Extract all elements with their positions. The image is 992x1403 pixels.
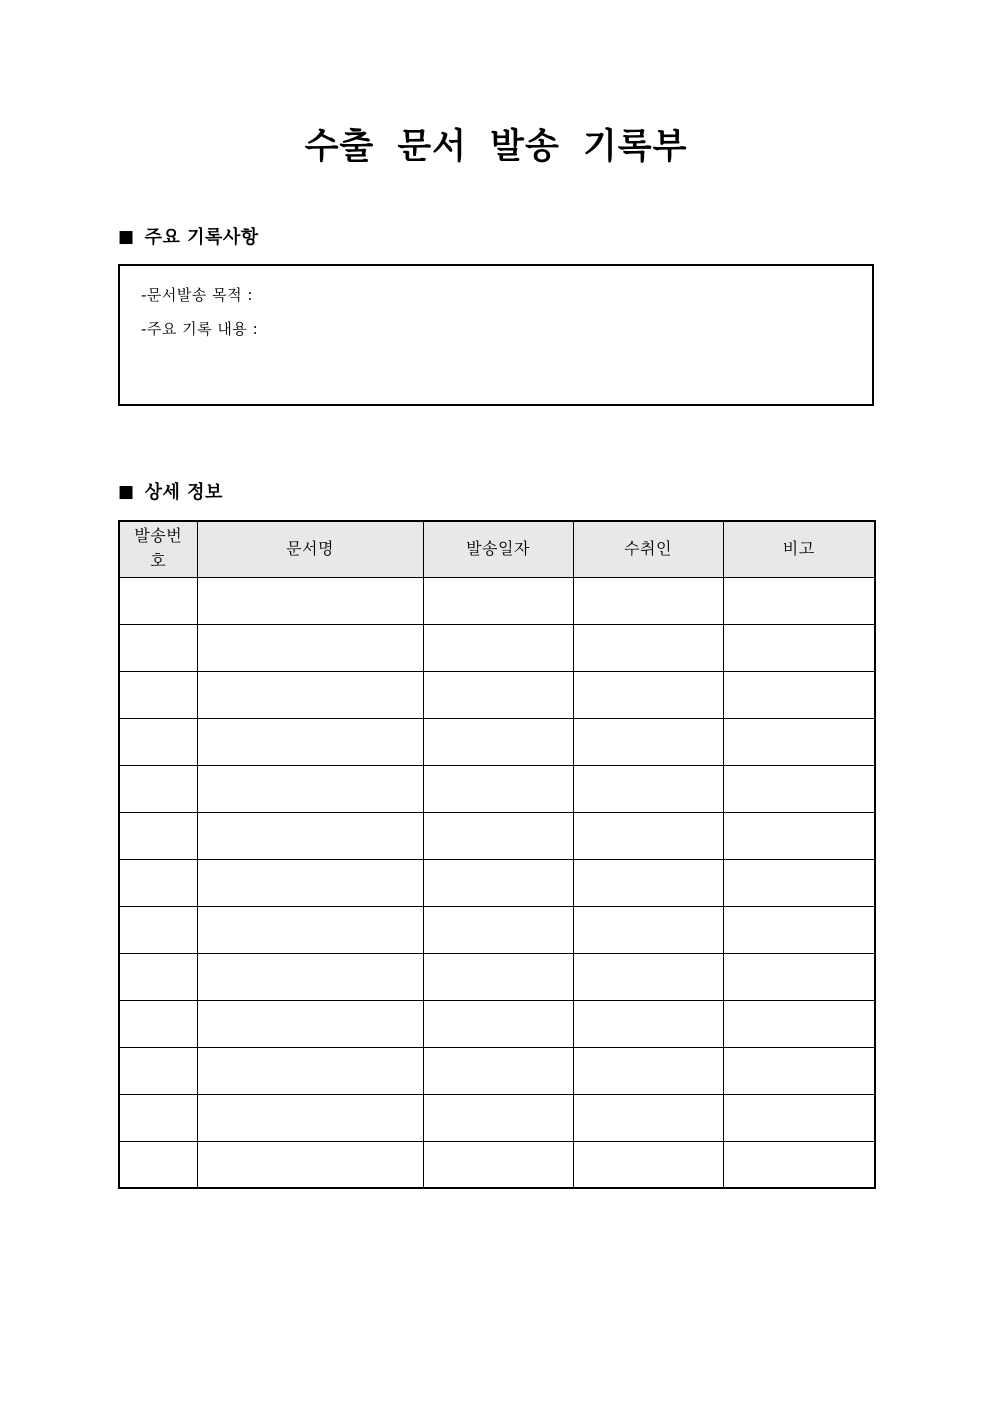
table-cell: [723, 765, 875, 812]
table-cell: [197, 953, 423, 1000]
column-header-dispatch-no: 발송번호: [119, 521, 197, 577]
table-cell: [119, 671, 197, 718]
table-row: [119, 906, 875, 953]
table-cell: [723, 1141, 875, 1188]
table-cell: [119, 953, 197, 1000]
table-row: [119, 812, 875, 859]
table-cell: [573, 859, 723, 906]
table-cell: [423, 765, 573, 812]
table-cell: [723, 624, 875, 671]
table-cell: [423, 577, 573, 624]
table-row: [119, 859, 875, 906]
table-cell: [573, 671, 723, 718]
details-table-body: [119, 577, 875, 1188]
table-cell: [723, 812, 875, 859]
table-row: [119, 765, 875, 812]
table-row: [119, 577, 875, 624]
table-cell: [423, 624, 573, 671]
table-row: [119, 718, 875, 765]
table-cell: [423, 671, 573, 718]
table-cell: [573, 624, 723, 671]
table-cell: [423, 859, 573, 906]
table-cell: [423, 1094, 573, 1141]
table-row: [119, 624, 875, 671]
summary-line-purpose: -문서발송 목적 :: [141, 286, 253, 304]
table-cell: [197, 765, 423, 812]
section-heading-details: [118, 478, 874, 504]
column-header-dispatch-date: 발송일자: [423, 521, 573, 577]
table-cell: [119, 1047, 197, 1094]
table-header-row: [119, 521, 875, 577]
table-cell: [119, 859, 197, 906]
section-heading-summary-label: 주요 기록사항: [144, 227, 259, 248]
table-row: [119, 1000, 875, 1047]
table-cell: [423, 906, 573, 953]
table-cell: [119, 1141, 197, 1188]
table-cell: [573, 577, 723, 624]
table-cell: [423, 1141, 573, 1188]
table-cell: [197, 671, 423, 718]
details-table-header: [119, 521, 875, 577]
table-row: [119, 953, 875, 1000]
table-row: [119, 1141, 875, 1188]
table-cell: [723, 1000, 875, 1047]
table-cell: [573, 953, 723, 1000]
table-cell: [197, 577, 423, 624]
table-cell: [119, 1094, 197, 1141]
table-cell: [119, 812, 197, 859]
table-cell: [197, 1000, 423, 1047]
table-cell: [573, 906, 723, 953]
table-cell: [423, 953, 573, 1000]
table-cell: [723, 718, 875, 765]
column-header-recipient: 수취인: [573, 521, 723, 577]
table-cell: [197, 1141, 423, 1188]
table-cell: [423, 812, 573, 859]
table-cell: [573, 1047, 723, 1094]
table-cell: [573, 718, 723, 765]
table-cell: [197, 624, 423, 671]
column-header-document-name: 문서명: [197, 521, 423, 577]
table-cell: [119, 577, 197, 624]
table-cell: [197, 812, 423, 859]
table-cell: [423, 718, 573, 765]
document-content: [118, 0, 874, 1189]
table-cell: [423, 1047, 573, 1094]
table-cell: [723, 1047, 875, 1094]
square-bullet-icon: ■: [118, 481, 135, 502]
table-cell: [573, 1141, 723, 1188]
table-row: [119, 1094, 875, 1141]
table-cell: [119, 718, 197, 765]
table-cell: [723, 577, 875, 624]
section-heading-details-label: 상세 정보: [144, 482, 223, 503]
table-cell: [723, 859, 875, 906]
table-row: [119, 1047, 875, 1094]
column-header-remarks: 비고: [723, 521, 875, 577]
table-cell: [197, 859, 423, 906]
details-table: [118, 520, 876, 1189]
table-cell: [197, 1047, 423, 1094]
table-cell: [119, 624, 197, 671]
table-cell: [197, 718, 423, 765]
table-row: [119, 671, 875, 718]
table-cell: [573, 812, 723, 859]
table-cell: [197, 1094, 423, 1141]
summary-info-box: [118, 264, 874, 406]
table-cell: [573, 1000, 723, 1047]
table-cell: [723, 906, 875, 953]
table-cell: [119, 906, 197, 953]
table-cell: [423, 1000, 573, 1047]
section-heading-summary: [118, 223, 874, 249]
table-cell: [119, 1000, 197, 1047]
table-cell: [573, 1094, 723, 1141]
table-cell: [723, 953, 875, 1000]
table-cell: [723, 1094, 875, 1141]
square-bullet-icon: ■: [118, 226, 135, 247]
page-title: 수출 문서 발송 기록부: [304, 127, 688, 167]
table-cell: [573, 765, 723, 812]
table-cell: [723, 671, 875, 718]
summary-line-content: -주요 기록 내용 :: [141, 320, 259, 338]
table-cell: [197, 906, 423, 953]
table-cell: [119, 765, 197, 812]
